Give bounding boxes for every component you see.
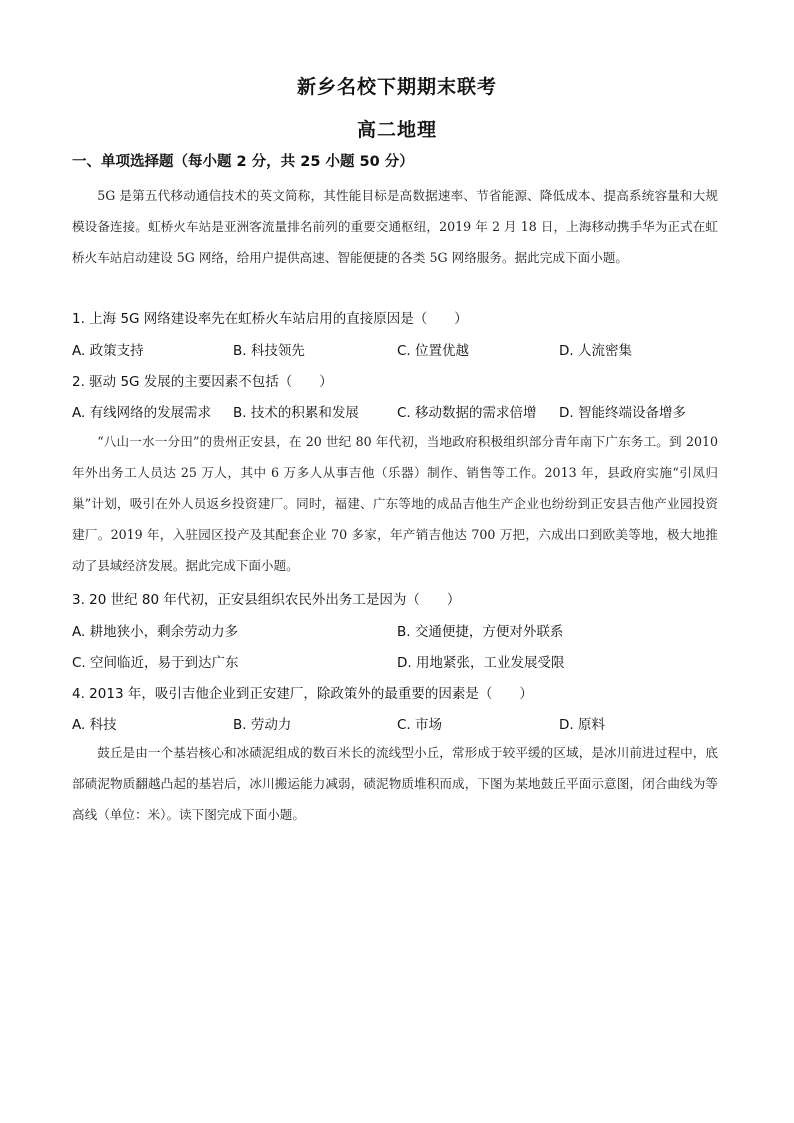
question-4: 4. 2013 年，吸引吉他企业到正安建厂，除政策外的最重要的因素是（ ） bbox=[72, 686, 533, 702]
q3-option-b: B. 交通便捷，方便对外联系 bbox=[397, 624, 564, 640]
q1-option-d: D. 人流密集 bbox=[559, 343, 632, 359]
passage-drumlin: 鼓丘是由一个基岩核心和冰碛泥组成的数百米长的流线型小丘，常形成于较平缓的区域，是冰川前进过程中，底部碛泥物质翻越凸起的基岩后，冰川搬运能力减弱，碛泥物质堆积而成，下图为某地鼓丘平面示意图，闭合曲线为等高线（单位：米）。读下图完成下面小题。 bbox=[72, 745, 718, 822]
q4-option-a: A. 科技 bbox=[72, 717, 117, 733]
exam-title: 新乡名校下期期末联考 bbox=[296, 76, 497, 98]
question-2: 2. 驱动 5G 发展的主要因素不包括（ ） bbox=[72, 374, 333, 390]
q2-option-c: C. 移动数据的需求倍增 bbox=[397, 405, 537, 421]
question-3: 3. 20 世纪 80 年代初，正安县组织农民外出务工是因为（ ） bbox=[72, 592, 461, 608]
passage-zhengan: “八山一水一分田”的贵州正安县，在 20 世纪 80 年代初，当地政府积极组织部分青年南下广东务工。到 2010 年外出务工人员达 25 万人，其中 6 万多人从事吉他（乐器）制作、销售等工作。2013 年，县政府实施“引凤归巢”计划，吸引在外人员返乡投资建厂。同时，福建、广东等地的成品吉他生产企业也纷纷到正安县吉他产业园投资建厂。2019 年，入驻园区投产及其配套企业 70 多家，年产销吉他达 700 万把，六成出口到欧美等地，极大地推动了县域经济发展。据此完成下面小题。 bbox=[72, 434, 718, 573]
question-1: 1. 上海 5G 网络建设率先在虹桥火车站启用的直接原因是（ ） bbox=[72, 311, 468, 327]
q3-option-c: C. 空间临近，易于到达广东 bbox=[72, 655, 239, 671]
q2-option-b: B. 技术的积累和发展 bbox=[233, 405, 359, 421]
exam-subject: 高二地理 bbox=[356, 119, 437, 141]
q2-option-a: A. 有线网络的发展需求 bbox=[72, 405, 212, 421]
q4-option-d: D. 原料 bbox=[559, 717, 605, 733]
q1-option-c: C. 位置优越 bbox=[397, 343, 470, 359]
q3-option-a: A. 耕地狭小，剩余劳动力多 bbox=[72, 624, 239, 640]
q1-option-a: A. 政策支持 bbox=[72, 343, 144, 359]
q1-option-b: B. 科技领先 bbox=[233, 343, 305, 359]
q3-option-d: D. 用地紧张，工业发展受限 bbox=[397, 655, 565, 671]
q2-option-d: D. 智能终端设备增多 bbox=[559, 405, 686, 421]
q4-option-c: C. 市场 bbox=[397, 717, 443, 733]
q4-option-b: B. 劳动力 bbox=[233, 717, 292, 733]
section-heading: 一、单项选择题（每小题 2 分，共 25 小题 50 分） bbox=[72, 154, 414, 170]
passage-5g: 5G 是第五代移动通信技术的英文简称，其性能目标是高数据速率、节省能源、降低成本、提高系统容量和大规模设备连接。虹桥火车站是亚洲客流量排名前列的重要交通枢纽，2019 年 2 月 18 日，上海移动携手华为正式在虹桥火车站启动建设 5G 网络，给用户提供高速、智能便捷的各类 5G 网络服务。据此完成下面小题。 bbox=[72, 188, 718, 265]
